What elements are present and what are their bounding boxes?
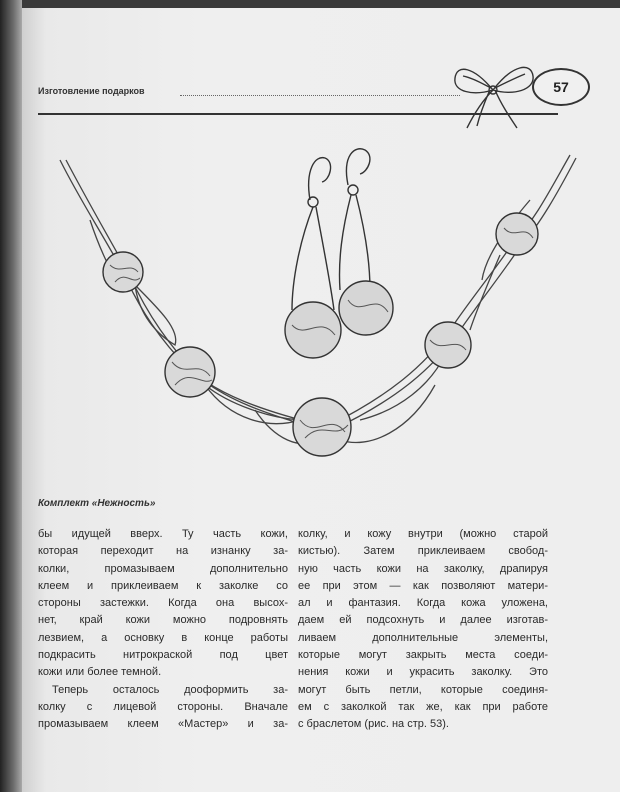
text-line: колку с лицевой стороны. Вначале	[38, 700, 288, 713]
text-line: лезвием, а основку в конце работы	[38, 631, 288, 644]
text-line: которые могут закрыть места соеди-	[298, 649, 548, 662]
text-line: колку, и кожу внутри (можно старой	[298, 528, 548, 540]
text-column-left	[38, 526, 288, 734]
text-line: нет, край кожи можно подровнять	[38, 614, 288, 627]
text-line: ливаем дополнительные элементы,	[298, 631, 548, 644]
jewelry-set-illustration	[30, 140, 580, 490]
text-line: ее при этом — как позволяют матери-	[298, 579, 548, 592]
text-line: которая переходит на изнанку за-	[38, 545, 288, 558]
text-line: бы идущей вверх. Ту часть кожи,	[38, 528, 288, 540]
text-line: даем ей подсохнуть и далее изготав-	[298, 614, 548, 627]
text-line: стороны застежки. Когда она высох-	[38, 597, 288, 610]
text-line: колки, промазываем дополнительно	[38, 562, 288, 575]
text-line: клеем и приклеиваем к заколке со	[38, 579, 288, 592]
page-number: 57	[532, 68, 590, 106]
text-line: Теперь осталось дооформить за-	[52, 683, 288, 696]
header-dotted-rule	[180, 95, 460, 96]
book-spine-shadow	[0, 0, 22, 792]
text-line: ем с заколкой так же, как при работе	[298, 700, 548, 713]
text-line: ал и фантазия. Когда кожа уложена,	[298, 597, 548, 610]
text-line: кожи или более темной.	[38, 666, 162, 679]
text-line: промазываем клеем «Мастер» и за-	[38, 718, 288, 731]
text-line: нения кожи и украсить заколку. Это	[298, 666, 548, 679]
header-title: Изготовление подарков	[38, 86, 145, 96]
text-line: могут быть петли, которые соединя-	[298, 683, 548, 696]
ribbon-bow-icon	[443, 56, 543, 130]
figure-caption: Комплект «Нежность»	[38, 498, 156, 509]
running-header	[38, 79, 578, 116]
text-column-right	[298, 526, 548, 734]
text-line: кистью). Затем приклеиваем свобод-	[298, 545, 548, 558]
text-line: с браслетом (рис. на стр. 53).	[298, 718, 449, 731]
text-line: ную часть кожи на заколку, драпируя	[298, 562, 548, 575]
text-line: подкрасить нитрокраской под цвет	[38, 649, 288, 662]
